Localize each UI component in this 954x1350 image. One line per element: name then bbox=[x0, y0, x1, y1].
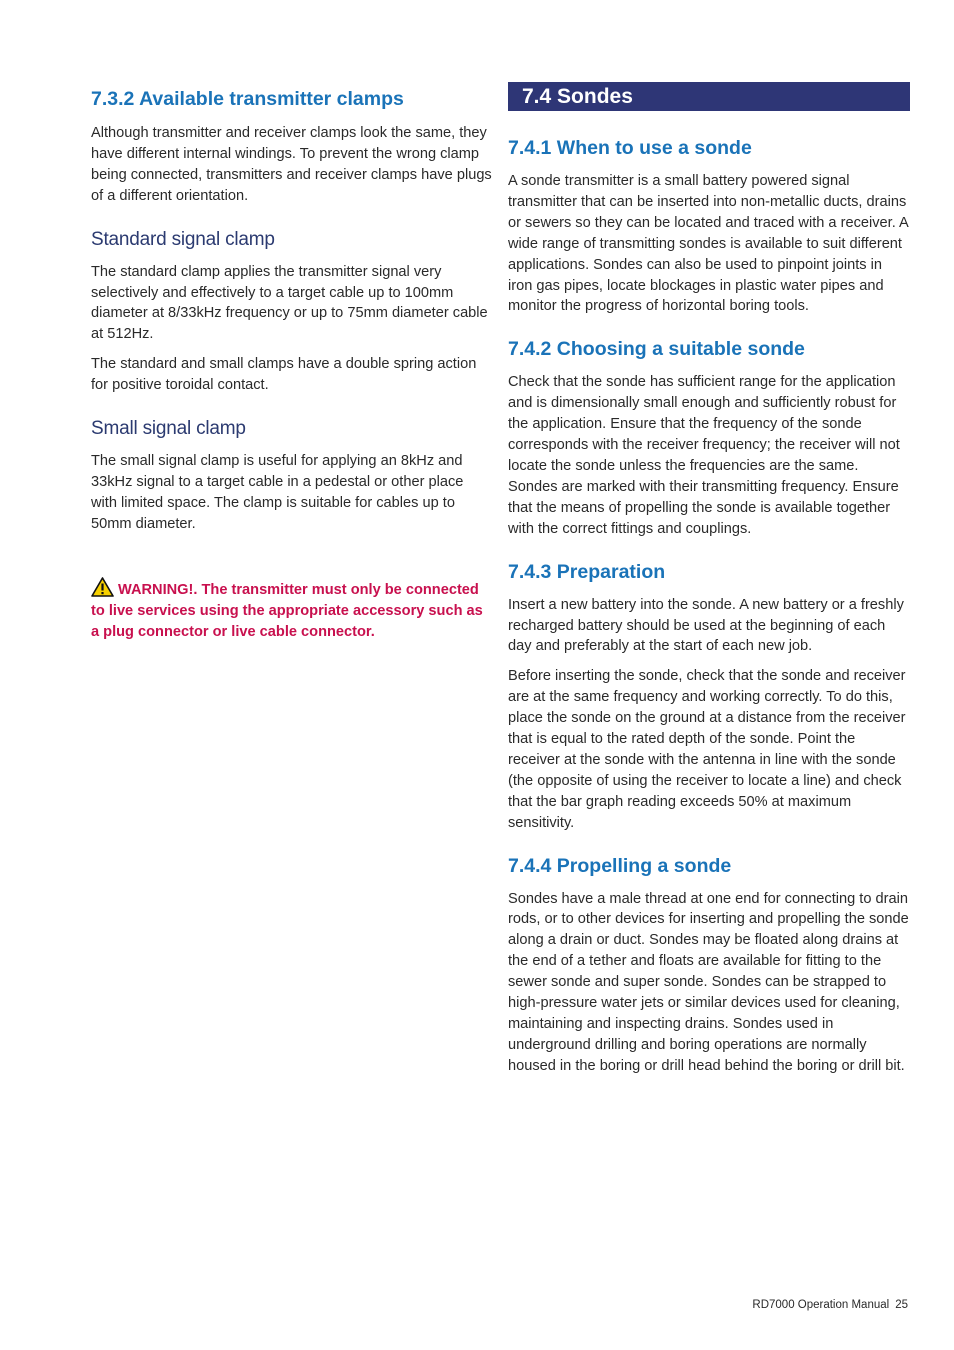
page-number: 25 bbox=[895, 1299, 908, 1311]
warning-triangle-icon bbox=[91, 577, 114, 597]
section-7-4-4-body: Sondes have a male thread at one end for connecting to drain rods, or to other devices for inserting and propelling the sonde along a drain or duct. Sondes may be floated along drains at the end of a tether and floats are available for fitting to the sewer sonde and super sonde. Sondes can be strapped to high-pressure water jets or similar devices used for cleaning, maintaining and inspecting drains. Sondes used in underground drilling and boring operations are normally housed in the boring or drill head behind the boring or drill bit. bbox=[508, 890, 909, 1074]
section-7-4-band: 7.4 Sondes bbox=[508, 82, 910, 111]
section-7-3-2-title: 7.3.2 Available transmitter clamps bbox=[91, 88, 404, 110]
section-7-4-4-title: 7.4.4 Propelling a sonde bbox=[508, 854, 732, 877]
section-7-3-2-body: Although transmitter and receiver clamps look the same, they have different internal windings. To prevent the wrong clamp being connected, transmitters and receiver clamps have plugs of a different orientation. bbox=[91, 125, 492, 204]
standard-clamp-body-2: The standard and small clamps have a double spring action for positive toroidal contact. bbox=[91, 356, 477, 394]
section-7-4-3-title: 7.4.3 Preparation bbox=[508, 560, 666, 583]
section-7-4-1-title: 7.4.1 When to use a sonde bbox=[508, 137, 752, 159]
section-7-4-2-title: 7.4.2 Choosing a suitable sonde bbox=[508, 338, 805, 361]
section-7-4-1-body: A sonde transmitter is a small battery powered signal transmitter that can be inserted into non-metallic ducts, drains or sewers so they can be located and traced with a receiver. A wide range of transmitting sondes is available to suit different applications. Sondes can also be used to pinpoint joints in iron gas pipes, locate blockages in plastic water pipes and monitor the progress of horizontal boring tools. bbox=[508, 173, 908, 315]
warning-text: WARNING!. The transmitter must only be connected to live services using the appropriate accessory such as a plug connector or live cable connector. bbox=[91, 581, 483, 640]
section-7-4-3-body-2: Before inserting the sonde, check that the sonde and receiver are at the same frequency and working correctly. To do this, place the sonde on the ground at a distance from the receiver that is equal to the rated depth of the sonde. Point the receiver at the sonde with the antenna in line with the sonde (the opposite of using the receiver to locate a line) and check that the bar graph reading exceeds 50% at maximum sensitivity. bbox=[508, 668, 906, 831]
right-column bbox=[508, 82, 910, 1077]
page-footer bbox=[752, 1299, 908, 1311]
left-column bbox=[91, 82, 493, 642]
warning-note bbox=[91, 577, 493, 643]
standard-signal-clamp-title: Standard signal clamp bbox=[91, 228, 275, 250]
small-clamp-body: The small signal clamp is useful for applying an 8kHz and 33kHz signal to a target cable in a pedestal or other place with limited space. The clamp is suitable for cables up to 50mm diameter. bbox=[91, 453, 464, 532]
manual-name: RD7000 Operation Manual bbox=[752, 1299, 890, 1311]
section-7-4-3-body-1: Insert a new battery into the sonde. A new battery or a freshly recharged battery should be used at the beginning of each day and preferably at the start of each new job. bbox=[508, 596, 904, 655]
section-7-4-2-body: Check that the sonde has sufficient range for the application and is dimensionally small enough and sufficiently robust for the application. Ensure that the frequency of the sonde corresponds with the receiver frequency; the receiver will not locate the sonde unless the frequencies are the same. Sondes are marked with their transmitting frequency. Ensure that the means of propelling the sonde is available together with the correct fittings and couplings. bbox=[508, 374, 900, 537]
standard-clamp-body-1: The standard clamp applies the transmitter signal very selectively and effectively to a target cable up to 100mm diameter at 8/33kHz frequency or up to 75mm diameter cable at 512Hz. bbox=[91, 263, 488, 343]
small-signal-clamp-title: Small signal clamp bbox=[91, 418, 246, 440]
